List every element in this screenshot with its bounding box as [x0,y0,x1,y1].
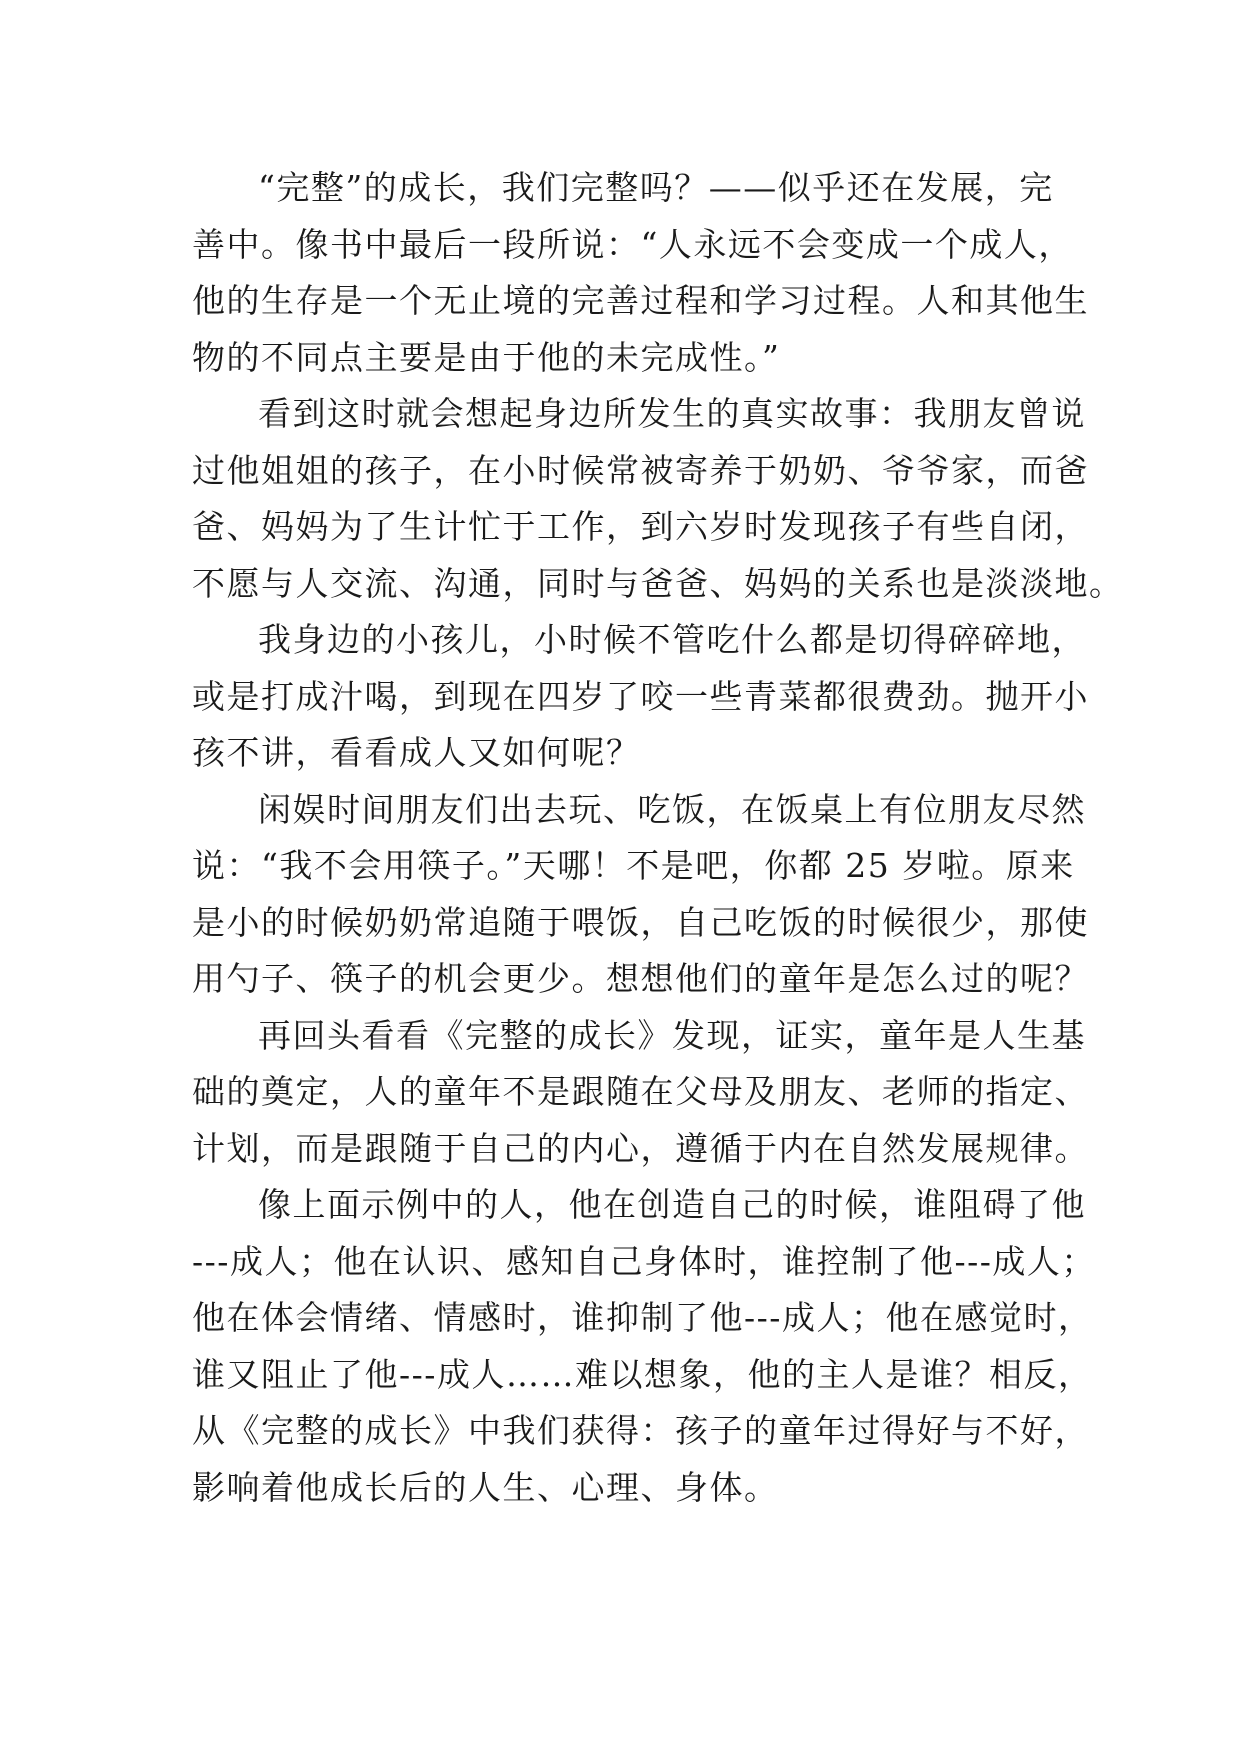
paragraph-4 [192,782,1089,1008]
text-line: 用勺子、筷子的机会更少。想想他们的童年是怎么过的呢？ [192,959,1089,998]
text-line: 从《完整的成长》中我们获得：孩子的童年过得好与不好， [192,1411,1089,1450]
paragraph-5 [192,1008,1089,1178]
text-line: 谁又阻止了他---成人……难以想象，他的主人是谁？相反， [192,1354,1093,1394]
text-line: 再回头看看《完整的成长》发现，证实，童年是人生基 [258,1015,1086,1055]
text-line: 过他姐姐的孩子，在小时候常被寄养于奶奶、爷爷家，而爸 [192,450,1089,490]
text-line: 或是打成汁喝，到现在四岁了咬一些青菜都很费劲。抛开小 [192,676,1089,716]
text-line: 善中。像书中最后一段所说：“人永远不会变成一个成人， [192,224,1073,264]
text-line: 础的奠定，人的童年不是跟随在父母及朋友、老师的指定、 [192,1072,1089,1111]
text-line: ---成人；他在认识、感知自己身体时，谁控制了他---成人； [192,1241,1096,1281]
text-line: 物的不同点主要是由于他的未完成性。” [192,337,781,377]
text-line: 计划，而是跟随于自己的内心，遵循于内在自然发展规律。 [192,1128,1089,1168]
text-line: 闲娱时间朋友们出去玩、吃饭，在饭桌上有位朋友尽然 [258,789,1086,829]
body-text [192,160,1124,1516]
text-line: 他在体会情绪、情感时，谁抑制了他---成人；他在感觉时， [192,1298,1093,1337]
text-line: 像上面示例中的人，他在创造自己的时候，谁阻碍了他 [258,1185,1086,1224]
text-line: 说：“我不会用筷子。”天哪！不是吧，你都 25 岁啦。原来 [192,846,1075,885]
text-line: 爸、妈妈为了生计忙于工作，到六岁时发现孩子有些自闭， [192,507,1089,546]
text-line: 看到这时就会想起身边所发生的真实故事：我朋友曾说 [258,394,1086,433]
text-line: “完整”的成长，我们完整吗？——似乎还在发展，完 [258,168,1054,207]
text-line: 是小的时候奶奶常追随于喂饭，自己吃饭的时候很少，那使 [192,902,1089,942]
text-line: 不愿与人交流、沟通，同时与爸爸、妈妈的关系也是淡淡地。 [192,563,1124,603]
text-line: 他的生存是一个无止境的完善过程和学习过程。人和其他生 [192,281,1089,320]
paragraph-2 [192,386,1124,612]
paragraph-1 [192,160,1089,386]
text-line: 孩不讲，看看成人又如何呢？ [192,733,641,772]
text-line: 影响着他成长后的人生、心理、身体。 [192,1467,779,1507]
paragraph-6 [192,1177,1096,1516]
paragraph-3 [192,612,1089,782]
text-line: 我身边的小孩儿，小时候不管吃什么都是切得碎碎地， [258,620,1086,659]
